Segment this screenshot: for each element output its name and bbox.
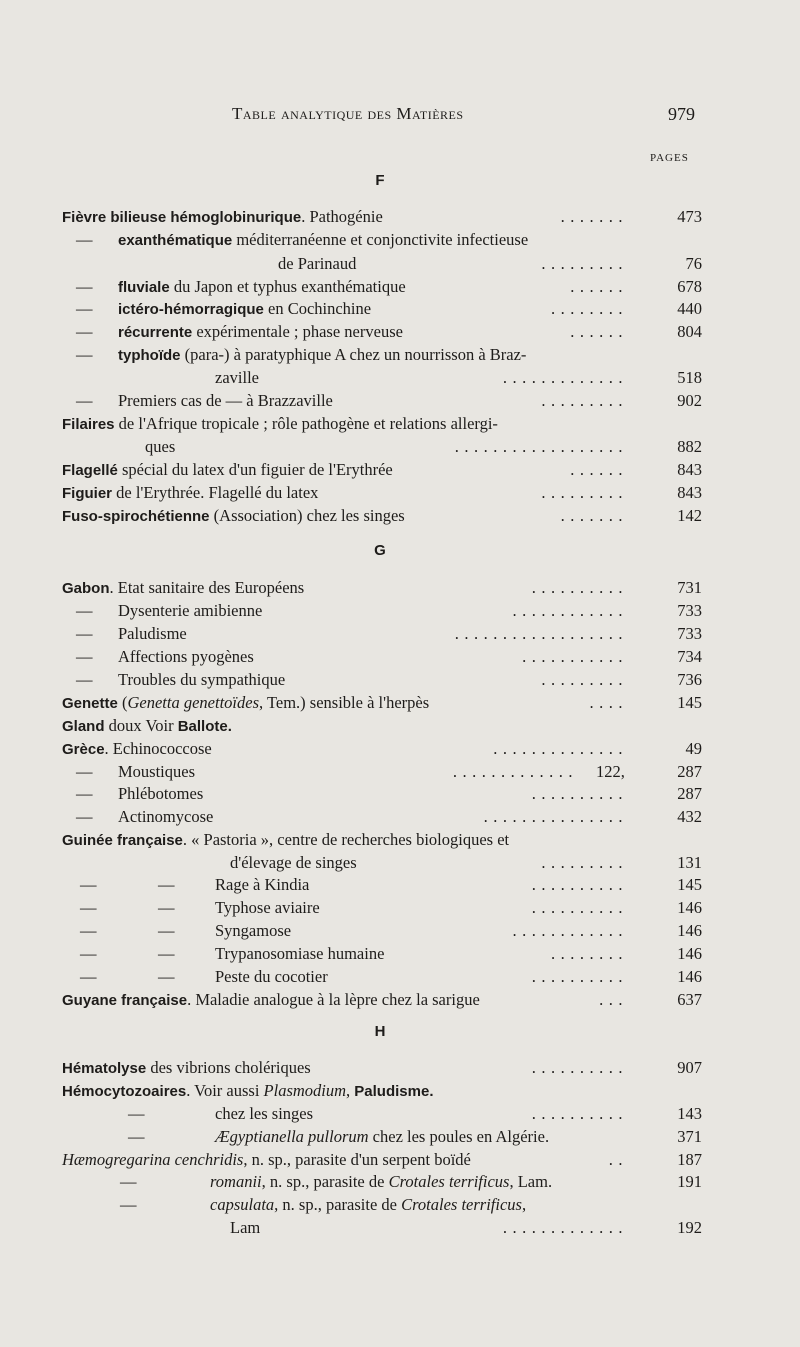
pages-column-label: PAGES <box>650 152 689 164</box>
entry-text: d'élevage de singes <box>230 853 357 872</box>
ditto-dash: — <box>80 944 97 963</box>
ditto-dash: — <box>158 944 175 963</box>
index-entry <box>0 645 800 668</box>
index-entry <box>0 504 800 527</box>
ditto-dash: — <box>76 807 93 826</box>
entry-text: . Etat sanitaire des Européens <box>109 578 305 597</box>
entry-page: 637 <box>677 990 702 1009</box>
index-entry <box>0 942 800 965</box>
entry-page: 187 <box>677 1150 702 1169</box>
entry-keyword: Flagellé <box>62 462 118 479</box>
entry-text-cont: , Tem.) sensible à l'herpès <box>259 693 430 712</box>
index-entry <box>0 782 800 805</box>
index-entry <box>0 275 800 298</box>
index-entry <box>0 205 800 228</box>
entry-text: expérimentale ; phase nerveuse <box>192 322 403 341</box>
entry-page: 371 <box>677 1127 702 1146</box>
index-entry <box>0 622 800 645</box>
entry-text: . Echinococcose <box>104 739 212 758</box>
ditto-dash: — <box>128 1127 145 1146</box>
entry-page: 142 <box>677 506 702 525</box>
entry-text: Affections pyogènes <box>118 647 254 666</box>
entry-text: Dysenterie amibienne <box>118 601 263 620</box>
leader-dots: ............... <box>483 807 628 826</box>
leader-dots: ............ <box>512 601 628 620</box>
leader-dots: ............. <box>502 1218 628 1237</box>
entry-text: Moustiques <box>118 762 196 781</box>
entry-text: Lam <box>230 1218 261 1237</box>
entry-page: 145 <box>677 693 702 712</box>
index-entry <box>0 599 800 622</box>
entry-text: Actinomycose <box>118 807 214 826</box>
leader-dots: .. <box>608 1150 628 1169</box>
leader-dots: ...... <box>570 322 628 341</box>
entry-text: de l'Erythrée. Flagellé du latex <box>112 483 319 502</box>
entry-text: chez les poules en Algérie. <box>368 1127 550 1146</box>
index-entry <box>0 366 800 389</box>
index-entry <box>0 691 800 714</box>
entry-keyword-ref: Paludisme. <box>354 1083 434 1100</box>
index-entry <box>0 1193 800 1216</box>
index-entry <box>0 760 800 783</box>
entry-text: , n. sp., parasite d'un serpent boïdé <box>243 1150 471 1169</box>
entry-page: 146 <box>677 898 702 917</box>
entry-page: 146 <box>677 967 702 986</box>
leader-dots: ............ <box>512 921 628 940</box>
index-entry <box>0 1170 800 1193</box>
section-letter-g: G <box>374 542 386 559</box>
entry-page: 736 <box>677 670 702 689</box>
ditto-dash: — <box>80 898 97 917</box>
entry-italic: Genetta genettoïdes <box>127 693 259 712</box>
entry-page: 902 <box>677 391 702 410</box>
entry-page: 733 <box>677 624 702 643</box>
entry-text: chez les singes <box>215 1104 314 1123</box>
entry-page: 473 <box>677 207 702 226</box>
ditto-dash: — <box>158 967 175 986</box>
index-entry <box>0 805 800 828</box>
entry-keyword: Gabon <box>62 580 110 597</box>
entry-text: . Pathogénie <box>301 207 383 226</box>
header-page-number: 979 <box>668 104 695 124</box>
leader-dots: ......... <box>541 670 628 689</box>
entry-page: 432 <box>677 807 702 826</box>
entry-page: 733 <box>677 601 702 620</box>
leader-dots: ............. <box>452 762 578 781</box>
index-entry <box>0 576 800 599</box>
entry-keyword: Guyane française <box>62 992 188 1009</box>
index-entry <box>0 252 800 275</box>
leader-dots: ........... <box>522 647 628 666</box>
entry-page: 440 <box>677 299 702 318</box>
entry-page: 731 <box>677 578 702 597</box>
index-entry <box>0 1056 800 1079</box>
ditto-dash: — <box>76 624 93 643</box>
entry-italic: Ægyptianella pullorum <box>215 1127 369 1146</box>
entry-text: de Parinaud <box>278 254 357 273</box>
leader-dots: ...... <box>570 277 628 296</box>
leader-dots: ......... <box>541 853 628 872</box>
leader-dots: ......... <box>541 483 628 502</box>
entry-italic-2: Crotales terrificus <box>401 1195 522 1214</box>
leader-dots: ......... <box>541 391 628 410</box>
entry-page: 843 <box>677 483 702 502</box>
leader-dots: .................. <box>454 437 628 456</box>
index-entry <box>0 343 800 366</box>
entry-page: 146 <box>677 944 702 963</box>
leader-dots: ......... <box>541 254 628 273</box>
entry-keyword: récurrente <box>118 324 193 341</box>
entry-page: 49 <box>685 739 702 758</box>
index-entry <box>0 851 800 874</box>
entry-text: spécial du latex d'un figuier de l'Erythrée <box>117 460 393 479</box>
ditto-dash: — <box>80 967 97 986</box>
index-entry <box>0 988 800 1011</box>
entry-page: 145 <box>677 875 702 894</box>
index-entry <box>0 458 800 481</box>
entry-page-inline: 122, <box>596 762 625 781</box>
index-entry <box>0 828 800 851</box>
ditto-dash: — <box>120 1195 137 1214</box>
leader-dots: .......... <box>531 1104 628 1123</box>
index-entry <box>0 1125 800 1148</box>
entry-page: 76 <box>685 254 702 273</box>
ditto-dash: — <box>76 230 93 249</box>
entry-keyword: Fuso-spirochétienne <box>62 508 210 525</box>
leader-dots: ...... <box>570 460 628 479</box>
entry-keyword: Grèce <box>62 741 105 758</box>
ditto-dash: — <box>158 875 175 894</box>
entry-text-cont: , Lam. <box>509 1172 553 1191</box>
entry-italic: capsulata <box>210 1195 275 1214</box>
leader-dots: ........ <box>551 944 628 963</box>
index-entry <box>0 1079 800 1102</box>
leader-dots: .......... <box>531 967 628 986</box>
entry-keyword: Gland <box>62 718 105 735</box>
entry-text: doux Voir <box>104 716 178 735</box>
entry-page: 191 <box>677 1172 702 1191</box>
entry-text: Phlébotomes <box>118 784 204 803</box>
index-entry <box>0 737 800 760</box>
entry-text: en Cochinchine <box>263 299 372 318</box>
entry-text: Paludisme <box>118 624 187 643</box>
entry-italic: Plasmodium <box>263 1081 347 1100</box>
entry-page: 131 <box>677 853 702 872</box>
entry-text: Rage à Kindia <box>215 875 310 894</box>
entry-page: 882 <box>677 437 702 456</box>
index-entry <box>0 668 800 691</box>
leader-dots: .... <box>589 693 628 712</box>
entry-text-cont: , <box>521 1195 527 1214</box>
index-entry <box>0 965 800 988</box>
entry-keyword: Guinée française <box>62 832 183 849</box>
leader-dots: ........ <box>551 299 628 318</box>
index-entry <box>0 435 800 458</box>
entry-keyword: Hémocytozoaires <box>62 1083 187 1100</box>
ditto-dash: — <box>76 762 93 781</box>
leader-dots: ... <box>599 990 628 1009</box>
leader-dots: .............. <box>493 739 628 758</box>
leader-dots: .......... <box>531 898 628 917</box>
ditto-dash: — <box>76 647 93 666</box>
ditto-dash: — <box>76 601 93 620</box>
entry-text: . « Pastoria », centre de recherches biologiques et <box>182 830 510 849</box>
index-entry <box>0 714 800 737</box>
index-entry <box>0 1148 800 1171</box>
entry-page: 843 <box>677 460 702 479</box>
index-entry <box>0 412 800 435</box>
ditto-dash: — <box>120 1172 137 1191</box>
ditto-dash: — <box>76 277 93 296</box>
entry-text: Trypanosomiase humaine <box>215 944 385 963</box>
entry-text: de l'Afrique tropicale ; rôle pathogène et relations allergi- <box>114 414 498 433</box>
index-entry <box>0 389 800 412</box>
entry-text: ques <box>145 437 176 456</box>
running-header <box>0 104 800 130</box>
index-entry <box>0 297 800 320</box>
entry-page: 287 <box>677 784 702 803</box>
leader-dots: .......... <box>531 875 628 894</box>
entry-keyword: ictéro-hémorragique <box>118 301 264 318</box>
entry-text: Peste du cocotier <box>215 967 328 986</box>
entry-keyword: fluviale <box>118 279 170 296</box>
entry-text: , n. sp., parasite de <box>261 1172 389 1191</box>
entry-text: Syngamose <box>215 921 292 940</box>
leader-dots: ....... <box>560 506 628 525</box>
entry-text: Typhose aviaire <box>215 898 320 917</box>
ditto-dash: — <box>76 322 93 341</box>
ditto-dash: — <box>76 391 93 410</box>
entry-page: 146 <box>677 921 702 940</box>
leader-dots: .................. <box>454 624 628 643</box>
ditto-dash: — <box>128 1104 145 1123</box>
ditto-dash: — <box>76 299 93 318</box>
entry-text: . Maladie analogue à la lèpre chez la sarigue <box>187 990 480 1009</box>
entry-italic: Hæmogregarina cenchridis <box>62 1150 244 1169</box>
entry-keyword: Genette <box>62 695 118 712</box>
entry-keyword: Figuier <box>62 485 113 502</box>
leader-dots: .......... <box>531 784 628 803</box>
index-entry <box>0 228 800 251</box>
section-letter-f: F <box>375 172 385 189</box>
entry-keyword: Filaires <box>62 416 115 433</box>
header-title: Table analytique des Matières <box>232 104 464 123</box>
entry-page: 734 <box>677 647 702 666</box>
entry-keyword: typhoïde <box>118 347 181 364</box>
ditto-dash: — <box>80 875 97 894</box>
section-letter-h: H <box>374 1023 386 1040</box>
entry-text: (Association) chez les singes <box>209 506 405 525</box>
entry-text: zaville <box>215 368 259 387</box>
entry-keyword: Fièvre bilieuse hémoglobinurique <box>62 209 302 226</box>
entry-text: Troubles du sympathique <box>118 670 286 689</box>
entry-page: 287 <box>677 762 702 781</box>
leader-dots: .......... <box>531 578 628 597</box>
entry-text: ( <box>117 693 128 712</box>
ditto-dash: — <box>76 784 93 803</box>
index-entry <box>0 1102 800 1125</box>
ditto-dash: — <box>80 921 97 940</box>
entry-page: 907 <box>677 1058 702 1077</box>
entry-text: des vibrions cholériques <box>146 1058 311 1077</box>
ditto-dash: — <box>76 345 93 364</box>
entry-italic-2: Crotales terrificus <box>388 1172 510 1191</box>
entry-page: 192 <box>677 1218 702 1237</box>
index-entry <box>0 896 800 919</box>
index-entry <box>0 481 800 504</box>
index-entry <box>0 1216 800 1239</box>
entry-text: , n. sp., parasite de <box>274 1195 402 1214</box>
entry-page: 518 <box>677 368 702 387</box>
entry-keyword-ref: Ballote. <box>177 718 232 735</box>
entry-keyword: Hématolyse <box>62 1060 147 1077</box>
leader-dots: .......... <box>531 1058 628 1077</box>
entry-text-cont: , <box>346 1081 355 1100</box>
entry-text: . Voir aussi <box>186 1081 264 1100</box>
index-entry <box>0 919 800 942</box>
entry-page: 678 <box>677 277 702 296</box>
leader-dots: ....... <box>560 207 628 226</box>
entry-italic: romanii <box>210 1172 262 1191</box>
index-entry <box>0 873 800 896</box>
entry-keyword: exanthématique <box>118 232 233 249</box>
ditto-dash: — <box>158 898 175 917</box>
entry-page: 804 <box>677 322 702 341</box>
leader-dots: ............. <box>502 368 628 387</box>
ditto-dash: — <box>158 921 175 940</box>
entry-text: du Japon et typhus exanthématique <box>169 277 406 296</box>
entry-page: 143 <box>677 1104 702 1123</box>
entry-text: (para-) à paratyphique A chez un nourrisson à Braz- <box>180 345 527 364</box>
ditto-dash: — <box>76 670 93 689</box>
entry-text: méditerranéenne et conjonctivite infectieuse <box>232 230 529 249</box>
index-entry <box>0 320 800 343</box>
entry-text: Premiers cas de — à Brazzaville <box>118 391 333 410</box>
